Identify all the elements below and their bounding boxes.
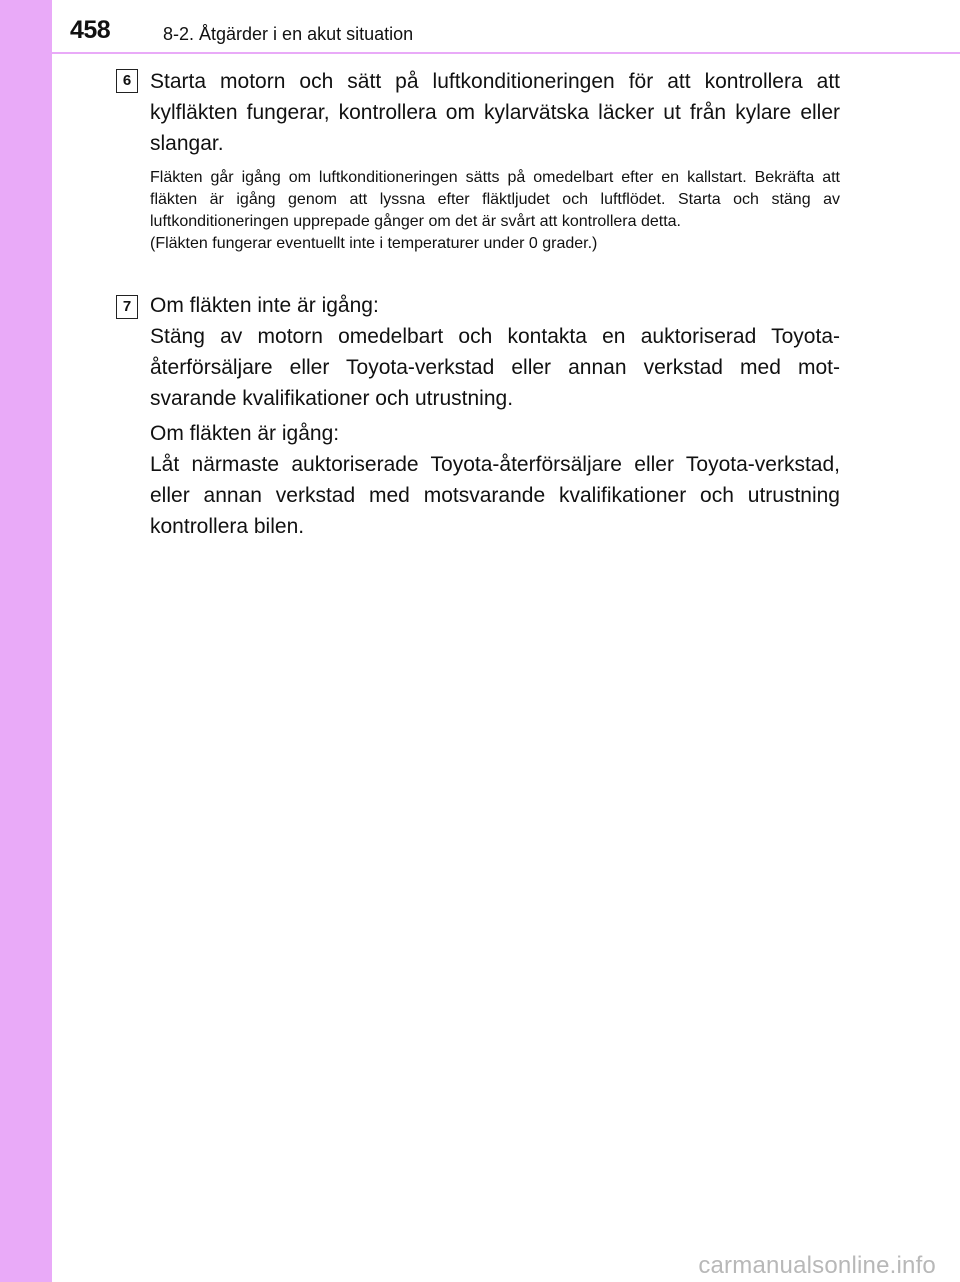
watermark: carmanualsonline.info [698, 1252, 936, 1279]
step-6-note-text: Fläkten går igång om luftkonditioneringen sätts på omedelbart efter en kallstart. Bekräfta att fläkten är igång genom att lyssna efter fläktljudet och luftflödet. Starta och stäng av luftkonditioneringen upprepade gånger om det är svårt att kontrollera detta. [150, 169, 840, 230]
step-7-case-running-title: Om fläkten är igång: [150, 422, 340, 445]
step-6-note-temperature: (Fläkten fungerar eventuellt inte i temperaturer under 0 grader.) [150, 235, 598, 252]
step-7-text [150, 290, 840, 414]
header-rule [52, 52, 960, 54]
side-color-band [0, 0, 52, 1282]
step-7-case-running [150, 418, 840, 542]
page-number: 458 [70, 16, 111, 44]
step-6-text [150, 66, 840, 159]
section-title: 8-2. Åtgärder i en akut situation [163, 24, 414, 44]
step-6-note [150, 167, 840, 255]
step-6-instruction: Starta motorn och sätt på luftkonditioneringen för att kontrollera att kylfläkten fungerar, kontrollera om kylarvätska läcker ut från kylare eller slangar. [150, 70, 840, 155]
step-7-number-box: 7 [116, 295, 138, 319]
step-7-case-running-text: Låt närmaste auktoriserade Toyota-återförsäljare eller Toyota-verkstad, eller annan verkstad med motsvarande kvalifikationer och utrustning kontrollera bilen. [150, 453, 840, 538]
step-6-number-box: 6 [116, 69, 138, 93]
step-7-case-not-running-text: Stäng av motorn omedelbart och kontakta en auktoriserad Toyota-återförsäljare eller Toyota-verkstad eller annan verkstad med mot-svarande kvalifikationer och utrustning. [150, 325, 840, 410]
step-7-case-not-running-title: Om fläkten inte är igång: [150, 294, 379, 317]
